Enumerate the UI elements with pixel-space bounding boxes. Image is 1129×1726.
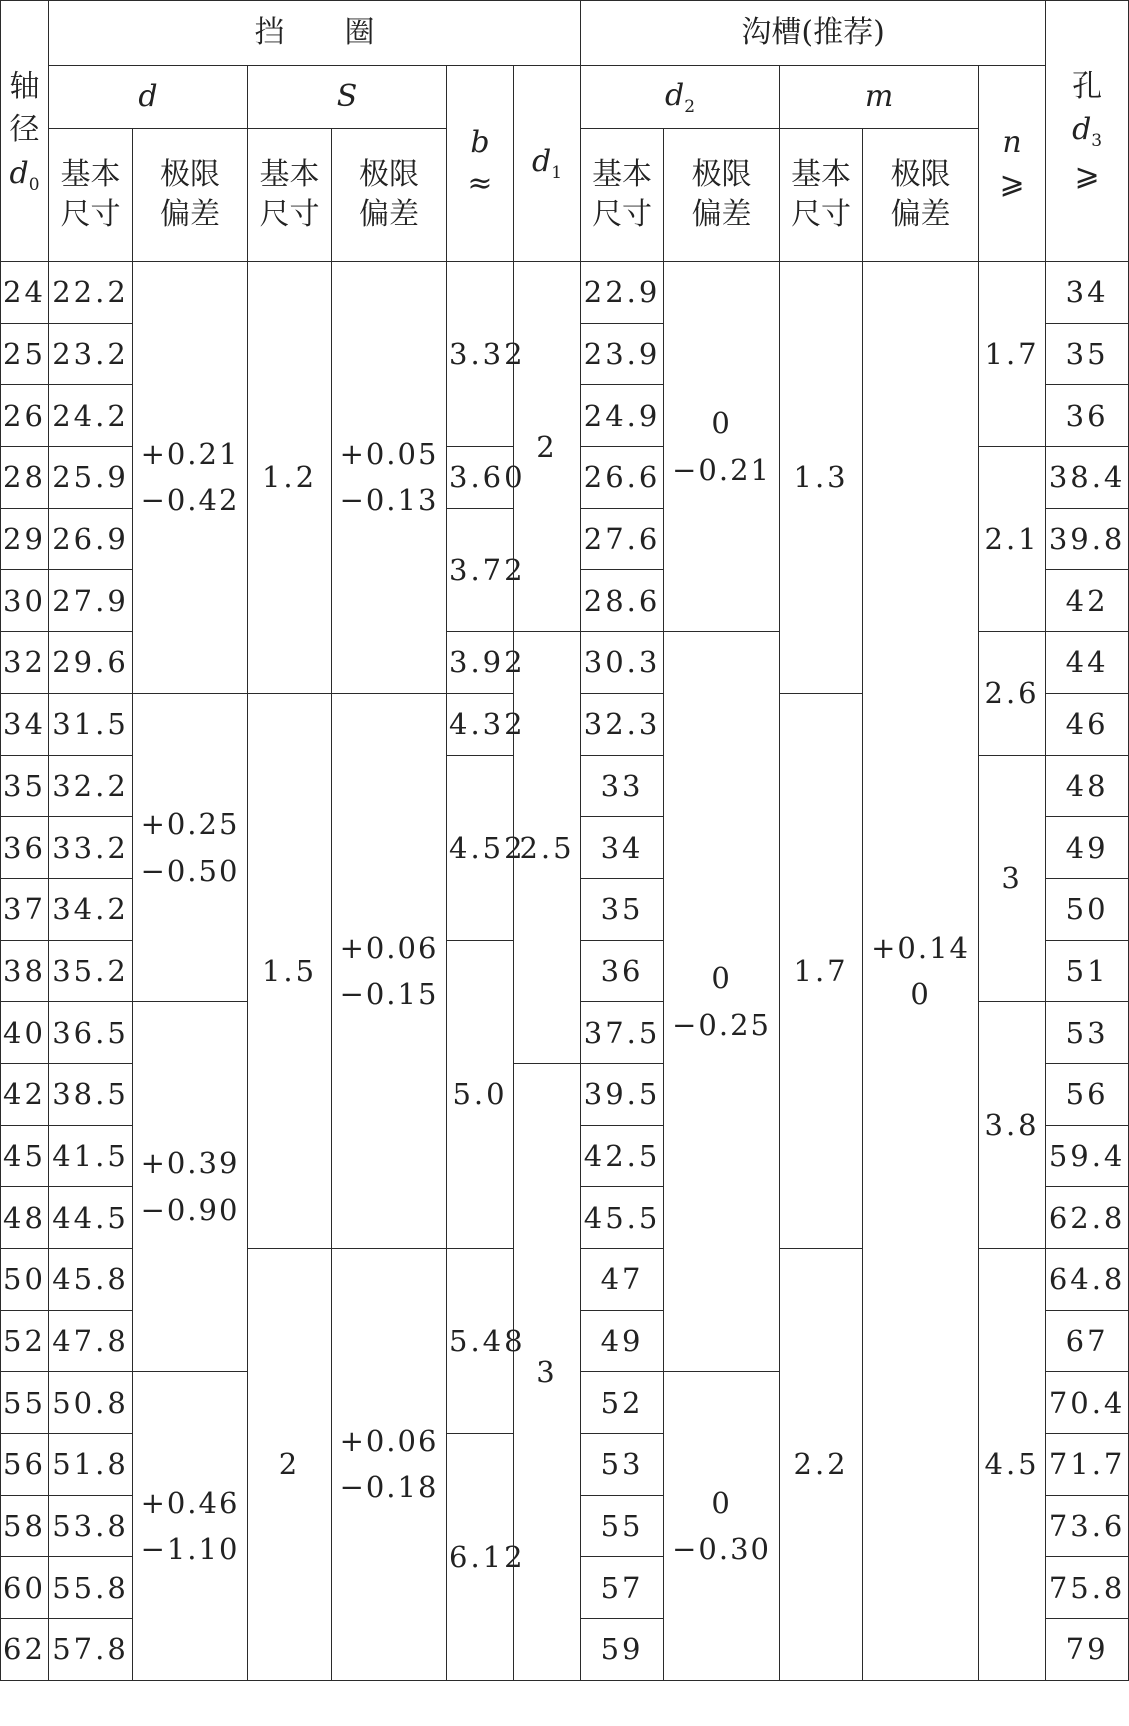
header-hole-d3: 孔 $d_3$ ⩾ <box>1046 1 1129 262</box>
cell-b: 3.32 <box>447 262 514 447</box>
header-m: m <box>780 66 979 129</box>
cell-d0: 58 <box>1 1495 49 1557</box>
cell-d0: 42 <box>1 1063 49 1125</box>
header-m-limit: 极限 偏差 <box>863 129 979 262</box>
header-S: S <box>248 66 447 129</box>
cell-d3: 79 <box>1046 1619 1129 1681</box>
header-shaft-symbol: $d_0$ <box>9 155 40 195</box>
cell-d3: 36 <box>1046 385 1129 447</box>
cell-d2: 27.6 <box>581 508 664 570</box>
cell-d0: 45 <box>1 1125 49 1187</box>
cell-d3: 53 <box>1046 1002 1129 1064</box>
cell-n: 3 <box>979 755 1046 1002</box>
cell-d: 25.9 <box>49 447 133 509</box>
cell-d3: 56 <box>1046 1063 1129 1125</box>
cell-d1: 3 <box>514 1063 581 1680</box>
cell-d0: 35 <box>1 755 49 817</box>
cell-d0: 30 <box>1 570 49 632</box>
cell-m-basic: 1.7 <box>780 693 863 1248</box>
cell-d3: 67 <box>1046 1310 1129 1372</box>
cell-d: 22.2 <box>49 262 133 324</box>
cell-d: 44.5 <box>49 1187 133 1249</box>
cell-d3: 34 <box>1046 262 1129 324</box>
cell-b: 3.60 <box>447 447 514 509</box>
cell-m-basic: 2.2 <box>780 1249 863 1681</box>
cell-d2: 47 <box>581 1249 664 1311</box>
cell-d3: 44 <box>1046 632 1129 694</box>
cell-d0: 60 <box>1 1557 49 1619</box>
cell-d: 47.8 <box>49 1310 133 1372</box>
cell-d2-dev: 0 −0.25 <box>664 632 780 1372</box>
cell-d2: 32.3 <box>581 693 664 755</box>
cell-d0: 36 <box>1 817 49 879</box>
cell-d1: 2 <box>514 262 581 632</box>
cell-b: 5.48 <box>447 1249 514 1434</box>
cell-d2: 45.5 <box>581 1187 664 1249</box>
cell-d2: 23.9 <box>581 323 664 385</box>
header-d: d <box>49 66 248 129</box>
header-n <box>979 66 1046 262</box>
cell-d-dev: +0.25 −0.50 <box>133 693 248 1001</box>
cell-d: 41.5 <box>49 1125 133 1187</box>
cell-d3: 71.7 <box>1046 1434 1129 1496</box>
cell-d: 50.8 <box>49 1372 133 1434</box>
cell-d2: 24.9 <box>581 385 664 447</box>
cell-d3: 75.8 <box>1046 1557 1129 1619</box>
cell-d3: 62.8 <box>1046 1187 1129 1249</box>
header-n-ge: ⩾ <box>999 165 1025 201</box>
header-b <box>447 66 514 262</box>
cell-d: 33.2 <box>49 817 133 879</box>
cell-d3: 48 <box>1046 755 1129 817</box>
cell-d: 29.6 <box>49 632 133 694</box>
cell-S-dev: +0.05 −0.13 <box>332 262 447 694</box>
cell-d-dev: +0.46 −1.10 <box>133 1372 248 1680</box>
cell-d: 34.2 <box>49 878 133 940</box>
header-b-label: b <box>470 125 490 160</box>
cell-d2: 53 <box>581 1434 664 1496</box>
cell-d: 57.8 <box>49 1619 133 1681</box>
cell-b: 6.12 <box>447 1434 514 1681</box>
cell-d3: 35 <box>1046 323 1129 385</box>
cell-d2: 26.6 <box>581 447 664 509</box>
cell-d3: 73.6 <box>1046 1495 1129 1557</box>
cell-n: 2.6 <box>979 632 1046 755</box>
cell-d2: 49 <box>581 1310 664 1372</box>
cell-d3: 51 <box>1046 940 1129 1002</box>
cell-d0: 32 <box>1 632 49 694</box>
cell-S-basic: 1.2 <box>248 262 332 694</box>
header-d-limit: 极限 偏差 <box>133 129 248 262</box>
cell-d2: 28.6 <box>581 570 664 632</box>
header-S-limit: 极限 偏差 <box>332 129 447 262</box>
header-retaining-ring: 挡 圈 <box>49 1 581 66</box>
cell-S-dev: +0.06 −0.15 <box>332 693 447 1248</box>
cell-d3: 39.8 <box>1046 508 1129 570</box>
cell-d0: 40 <box>1 1002 49 1064</box>
cell-d0: 28 <box>1 447 49 509</box>
cell-d2: 37.5 <box>581 1002 664 1064</box>
cell-n: 4.5 <box>979 1249 1046 1681</box>
cell-n: 1.7 <box>979 262 1046 447</box>
header-d2: $d_2$ <box>581 66 780 129</box>
header-shaft-diameter <box>1 1 49 262</box>
cell-d: 45.8 <box>49 1249 133 1311</box>
cell-d: 31.5 <box>49 693 133 755</box>
header-d-basic: 基本 尺寸 <box>49 129 133 262</box>
cell-d0: 25 <box>1 323 49 385</box>
cell-d2: 33 <box>581 755 664 817</box>
cell-d: 32.2 <box>49 755 133 817</box>
cell-d0: 56 <box>1 1434 49 1496</box>
cell-d2-dev: 0 −0.30 <box>664 1372 780 1680</box>
cell-d: 51.8 <box>49 1434 133 1496</box>
cell-d2: 42.5 <box>581 1125 664 1187</box>
cell-d0: 26 <box>1 385 49 447</box>
cell-n: 3.8 <box>979 1002 1046 1249</box>
cell-d: 23.2 <box>49 323 133 385</box>
header-n-label: n <box>1002 125 1022 160</box>
cell-d0: 29 <box>1 508 49 570</box>
cell-d2: 22.9 <box>581 262 664 324</box>
cell-d0: 50 <box>1 1249 49 1311</box>
cell-d2: 57 <box>581 1557 664 1619</box>
cell-d: 27.9 <box>49 570 133 632</box>
cell-d-dev: +0.39 −0.90 <box>133 1002 248 1372</box>
cell-b: 3.72 <box>447 508 514 631</box>
cell-d: 38.5 <box>49 1063 133 1125</box>
cell-m-basic: 1.3 <box>780 262 863 694</box>
cell-d3: 42 <box>1046 570 1129 632</box>
cell-d0: 52 <box>1 1310 49 1372</box>
cell-d2: 35 <box>581 878 664 940</box>
header-d2-limit: 极限 偏差 <box>664 129 780 262</box>
header-shaft-text-top: 轴 径 <box>9 68 40 148</box>
header-b-approx: ≈ <box>467 165 493 201</box>
cell-d2: 39.5 <box>581 1063 664 1125</box>
cell-d0: 34 <box>1 693 49 755</box>
table-row <box>1 262 1129 324</box>
cell-d0: 37 <box>1 878 49 940</box>
cell-d0: 24 <box>1 262 49 324</box>
cell-d2: 52 <box>581 1372 664 1434</box>
cell-b: 3.92 <box>447 632 514 694</box>
cell-n: 2.1 <box>979 447 1046 632</box>
cell-S-basic: 1.5 <box>248 693 332 1248</box>
cell-d3: 50 <box>1046 878 1129 940</box>
cell-m-dev: +0.14 0 <box>863 262 979 1681</box>
cell-d0: 62 <box>1 1619 49 1681</box>
cell-b: 4.52 <box>447 755 514 940</box>
cell-d: 55.8 <box>49 1557 133 1619</box>
cell-d2: 36 <box>581 940 664 1002</box>
header-groove: 沟槽(推荐) <box>581 1 1046 66</box>
cell-d2: 55 <box>581 1495 664 1557</box>
cell-d: 24.2 <box>49 385 133 447</box>
header-d1: $d_1$ <box>514 66 581 262</box>
cell-d2: 59 <box>581 1619 664 1681</box>
cell-d0: 48 <box>1 1187 49 1249</box>
header-S-basic: 基本 尺寸 <box>248 129 332 262</box>
cell-d3: 46 <box>1046 693 1129 755</box>
cell-d-dev: +0.21 −0.42 <box>133 262 248 694</box>
cell-d: 35.2 <box>49 940 133 1002</box>
cell-d0: 38 <box>1 940 49 1002</box>
cell-d1: 2.5 <box>514 632 581 1064</box>
cell-d: 36.5 <box>49 1002 133 1064</box>
cell-d3: 49 <box>1046 817 1129 879</box>
cell-S-basic: 2 <box>248 1249 332 1681</box>
cell-S-dev: +0.06 −0.18 <box>332 1249 447 1681</box>
cell-d2: 34 <box>581 817 664 879</box>
cell-d3: 64.8 <box>1046 1249 1129 1311</box>
cell-d3: 70.4 <box>1046 1372 1129 1434</box>
cell-b: 5.0 <box>447 940 514 1248</box>
cell-b: 4.32 <box>447 693 514 755</box>
cell-d3: 38.4 <box>1046 447 1129 509</box>
cell-d: 53.8 <box>49 1495 133 1557</box>
cell-d0: 55 <box>1 1372 49 1434</box>
cell-d3: 59.4 <box>1046 1125 1129 1187</box>
header-d2-basic: 基本 尺寸 <box>581 129 664 262</box>
cell-d2: 30.3 <box>581 632 664 694</box>
header-m-basic: 基本 尺寸 <box>780 129 863 262</box>
cell-d: 26.9 <box>49 508 133 570</box>
cell-d2-dev: 0 −0.21 <box>664 262 780 632</box>
